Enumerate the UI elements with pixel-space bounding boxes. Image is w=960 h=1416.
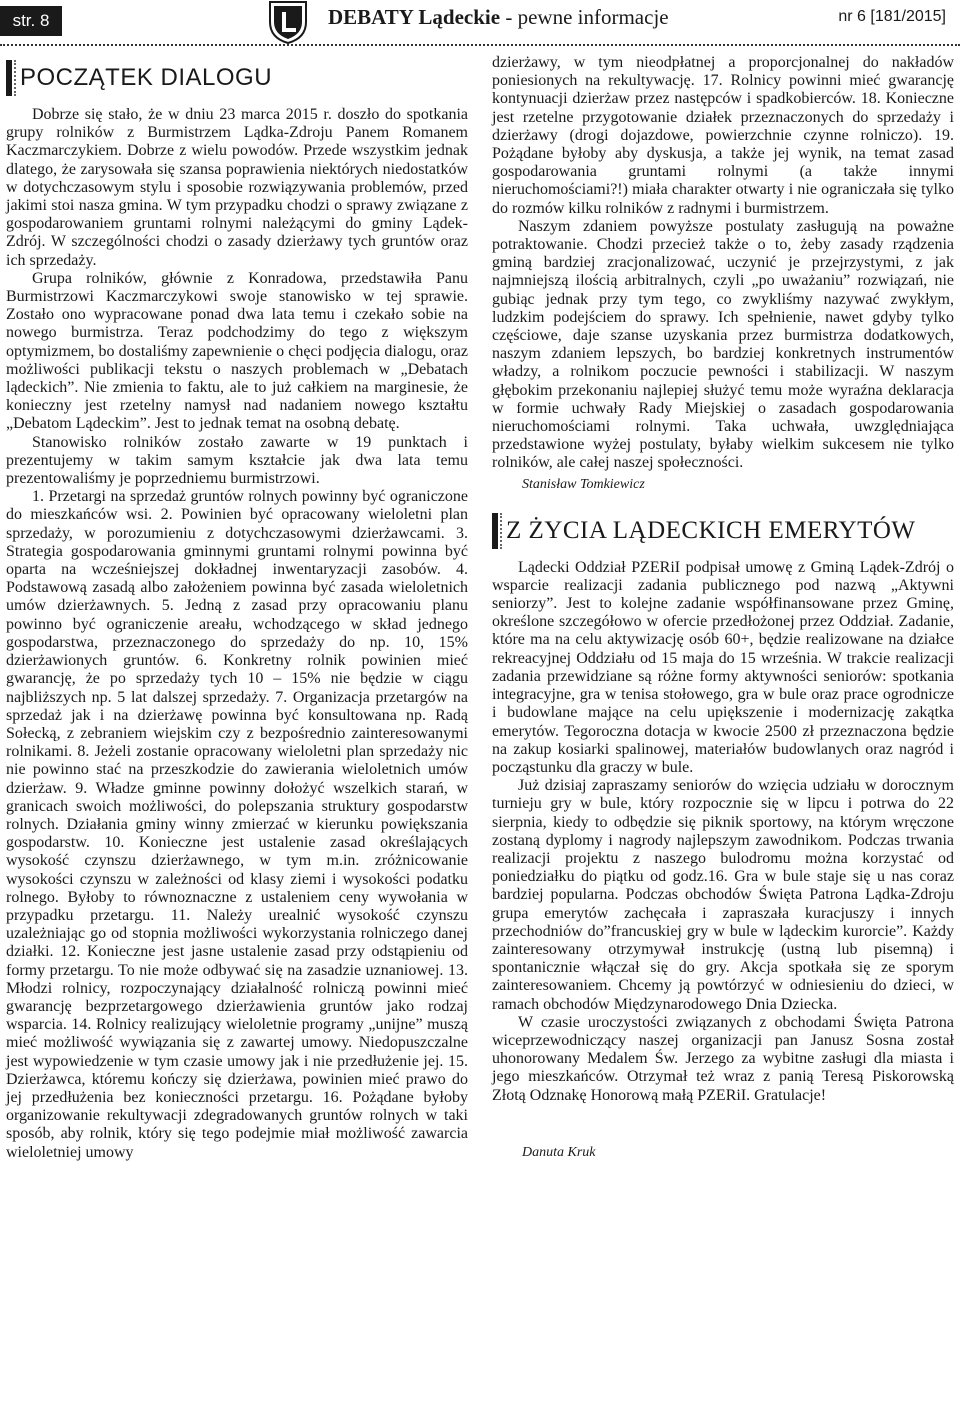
masthead-subtitle: - pewne informacje (500, 5, 669, 29)
page-header (0, 0, 960, 44)
header-divider (0, 44, 960, 46)
heading-bar (492, 513, 498, 549)
article-paragraph: W czasie uroczystości związanych z obchodami Święta Patrona wiceprzewodniczący naszej organizacji pan Janusz Sosna został uhonorowany Medalem Św. Jerzego za wybitne zasługi dla miasta i jego mieszkańców. Otrzymał też wraz z panią Teresą Piskorowską Złotą Odznakę Honorową małą PZERiI. Gratulacje! (492, 1013, 954, 1104)
article-title: POCZĄTEK DIALOGU (20, 64, 273, 91)
section-heading-emeryci (492, 511, 954, 551)
article-paragraph: Stanowisko rolników zostało zawarte w 19 punktach i prezentujemy w takim samym kształcie jak dwa lata temu prezentowaliśmy je poprzedniemu burmistrzowi. (6, 433, 468, 488)
article-paragraph: Naszym zdaniem powyższe postulaty zasługują na poważne potraktowanie. Chodzi przecież także o to, żeby zasady rządzenia gminą bardziej zracjonalizować, uczynić je przejrzystymi, z jak najmniejszą ilością arbitralnych, czyli „po uważaniu” rozwiązań, nie gubiąc jednak przy tym tego, co zwykliśmy nazywać zwykłym, ludzkim podejściem do sprawy. Ich spełnienie, nawet gdyby tylko częściowe, daje szanse uzyskania przez burmistrza dodatkowych, naszym zdaniem lepszych, bo bardziej konkretnych instrumentów władzy, a rolnikom poczucie pewności i stabilizacji. W naszym głębokim przekonaniu najlepiej służyć temu może wyraźna deklaracja w formie uchwały Rady Miejskiej o zasadach gospodarowania nieruchomościami rolnymi. Taka uchwała, uwzględniająca przedstawione wyżej postulaty, byłaby wielkim sukcesem nie tylko rolników, ale całej naszej społeczności. (492, 217, 954, 472)
article-paragraph: dzierżawy, w tym nieodpłatnej a proporcjonalnej do nakładów poniesionych na rekultywację. 17. Rolnicy powinni mieć gwarancję kontynuacji dzierżaw przez następców i spadkobierców. 18. Konieczne jest rzetelne przygotowanie działek przeznaczonych do sprzedaży i dzierżawy (drogi dojazdowe, powierzchnie czynne rolniczo). 19. Pożądane byłoby aby dyskusja, a także jej wynik, na temat zasad gospodarowania gruntami rolnymi (a także innymi nieruchomościami?!) miała charakter otwarty i nie ograniczała się tylko do rozmów kilku rolników z radnymi i burmistrzem. (492, 54, 954, 217)
article-paragraph: Już dzisiaj zapraszamy seniorów do wzięcia udziału w dorocznym turnieju gry w bule, który rozpocznie się w lipcu i potrwa do 22 sierpnia, kiedy to odbędzie się piknik sportowy, na którym wręczone zostaną dyplomy i nagrody najlepszym zawodnikom. Podczas trwania realizacji projektu z naszego bulodromu można korzystać od poniedziałku do piątku od godz.16. Gra w bule staje się u nas coraz bardziej popularna. Podczas obchodów Święta Patrona Lądka-Zdroju grupa emerytów zachęcała i zapraszała kuracjuszy i innych przechodniów do”francuskiej gry w bule w lądeckim kurorcie”. Każdy zainteresowany otrzymywał instrukcję (ustną lub pisemną) i spontanicznie włączał się do gry. Akcja spotkała się ze sporym zainteresowaniem. Chcemy ją powtórzyć w odniesieniu do dzieci, w ramach obchodów Międzynarodowego Dnia Dziecka. (492, 777, 954, 1013)
masthead (328, 5, 669, 30)
author-signature: Stanisław Tomkiewicz (522, 476, 645, 492)
right-column (492, 54, 954, 1161)
heading-dots (500, 513, 504, 549)
page-number-badge: str. 8 (0, 6, 62, 36)
left-column (6, 54, 468, 1162)
heading-bar (6, 60, 12, 96)
section-heading-poczatek-dialogu (6, 58, 468, 98)
article-paragraph: Lądecki Oddział PZERiI podpisał umowę z Gminą Lądek-Zdrój o wsparcie realizacji zadania publicznego pod nazwą „Aktywni seniorzy”. Jest to kolejne zadanie współfinansowane przez Gminę, określone szczegółowo w ofercie przedłożonej przez Oddział. Zadanie, które ma na celu aktywizację osób 60+, będzie realizowane na działce rekreacyjnej Oddziału od 15 maja do 15 września. W trakcie realizacji zadania przewidziane są różne formy aktywności seniorów: spotkania integracyjne, gra w tenisa stołowego, gra w bule oraz prace ogrodnicze i budowlane mające na celu upiększenie i modernizację zakątka emerytów. Tegoroczna dotacja w kwocie 2500 zł przeznaczona będzie na zakup kosiarki spalinowej, materiałów budowlanych oraz nagród i począstunku dla graczy w bule. (492, 558, 954, 776)
article-title: Z ŻYCIA LĄDECKICH EMERYTÓW (506, 516, 916, 544)
article-paragraph: Dobrze się stało, że w dniu 23 marca 2015 r. doszło do spotkania grupy rolników z Burmistrzem Lądka-Zdroju Panem Romanem Kaczmarczykiem. Dobrze z wielu powodów. Przede wszystkim jednak dlatego, że zarysowała się szansa poprawienia niektórych niedostatków w dotychczasowym stylu i sposobie rozwiązywania problemów, przed jakimi stoi nasza gmina. W tym przypadku chodzi o sprawy związane z gospodarowaniem gruntami rolnymi należącymi do gminy Lądek-Zdrój. W szczególności chodzi o zasady dzierżawy tych gruntów oraz ich sprzedaży. (6, 106, 468, 269)
article-paragraph: 1. Przetargi na sprzedaż gruntów rolnych powinny być ograniczone do mieszkańców wsi. 2. Powinien być opracowany wieloletni plan sprzedaży, w porozumieniu z dotychczasowymi dzierżawcami. 3. Strategia gospodarowania gminnymi gruntami rolnymi powinna być oparta na wcześniejszej dokładnej inwentaryzacji zasobów. 4. Podstawową zasadą albo założeniem powinna być zasada wieloletnich umów dzierżawnych. 5. Jedną z zasad przy opracowaniu planu powinno być ograniczenie areału, wchodzącego w skład jednego gospodarstwa, przeznaczonego do sprzedaży do np. 10, 15% dzierżawionych gruntów. 6. Konkretny rolnik powinien mieć gwarancję, że po sprzedaży tych 10 – 15% nie będzie w ciągu najbliższych np. 5 lat dalszej sprzedaży. 7. Organizacja przetargów na sprzedaż jak i na dzierżawę powinna być konsultowana np. Radą Sołecką, z zebraniem wiejskim czy z bezpośrednio zainteresowanymi rolnikami. 8. Jeżeli zostanie opracowany wieloletni plan sprzedaży nic nie powinno stać na przeszkodzie do zawierania wieloletnich umów dzierżaw. 9. Władze gminne powinny dołożyć wszelkich starań, w granicach swoich możliwości, do polepszania struktury gospodarstw rolnych. Działania gminy winny zmierzać w kierunku powiększania gospodarstw. 10. Konieczne jest ustalenie zasad określających wysokość czynszu dzierżawnego, w tym m.in. zróżnicowanie wysokości czynszu w zależności od klasy ziemi i wysokości podatku rolnego. Byłoby to równoznaczne z ustaleniem ceny wywołania w przypadku przetargu. 11. Należy urealnić wysokość czynszu uzależniając go od stopnia możliwości wykorzystania rolniczego danej działki. 12. Konieczne jest jasne ustalenie zasad przy odstąpieniu od formy przetargu. To nie może odbywać się na zasadzie uznaniowej. 13. Młodzi rolnicy, rozpoczynający działalność rolniczą powinni mieć gwarancję bezprzetargowego dzierżawienia gruntów jako rodzaj wsparcia. 14. Rolnicy realizujący wieloletnie programy „unijne” muszą mieć możliwość wywiązania się z zawartej umowy. Niedopuszczalne jest wypowiedzenie w tym czasie umowy jak i nie przedłużenie jej. 15. Dzierżawca, któremu kończy się dzierżawa, powinien mieć prawo do jej przedłużenia bez konieczności przetargu. 16. Pożądane byłoby organizowanie rekultywacji zdegradowanych gruntów rolnych w taki sposób, aby rolnik, który się tego podejmie miał możliwość zawarcia wieloletniej umowy (6, 488, 468, 1161)
masthead-title: DEBATY Lądeckie (328, 5, 501, 29)
article-paragraph: Grupa rolników, głównie z Konradowa, przedstawiła Panu Burmistrzowi Kaczmarczykowi swoje stanowisko w tej sprawie. Zostało ono wypracowane ponad dwa lata temu i czekało sobie na nowego burmistrza. Teraz podchodzimy do tego z większym optymizmem, bo dostaliśmy zapewnienie o chęci podjęcia dialogu, oraz możliwości publikacji tekstu o naszych problemach w „Debatach lądeckich”. Nie zmienia to faktu, ale to już całkiem na marginesie, że konieczny jest rzetelny namysł nad nadaniem nowego kształtu „Debatom Lądeckim”. Jest to jednak temat na osobną debatę. (6, 269, 468, 433)
author-signature: Danuta Kruk (522, 1144, 596, 1160)
issue-number: nr 6 [181/2015] (838, 8, 946, 25)
heading-dots (14, 60, 18, 96)
ladek-crest-icon (264, 0, 312, 44)
